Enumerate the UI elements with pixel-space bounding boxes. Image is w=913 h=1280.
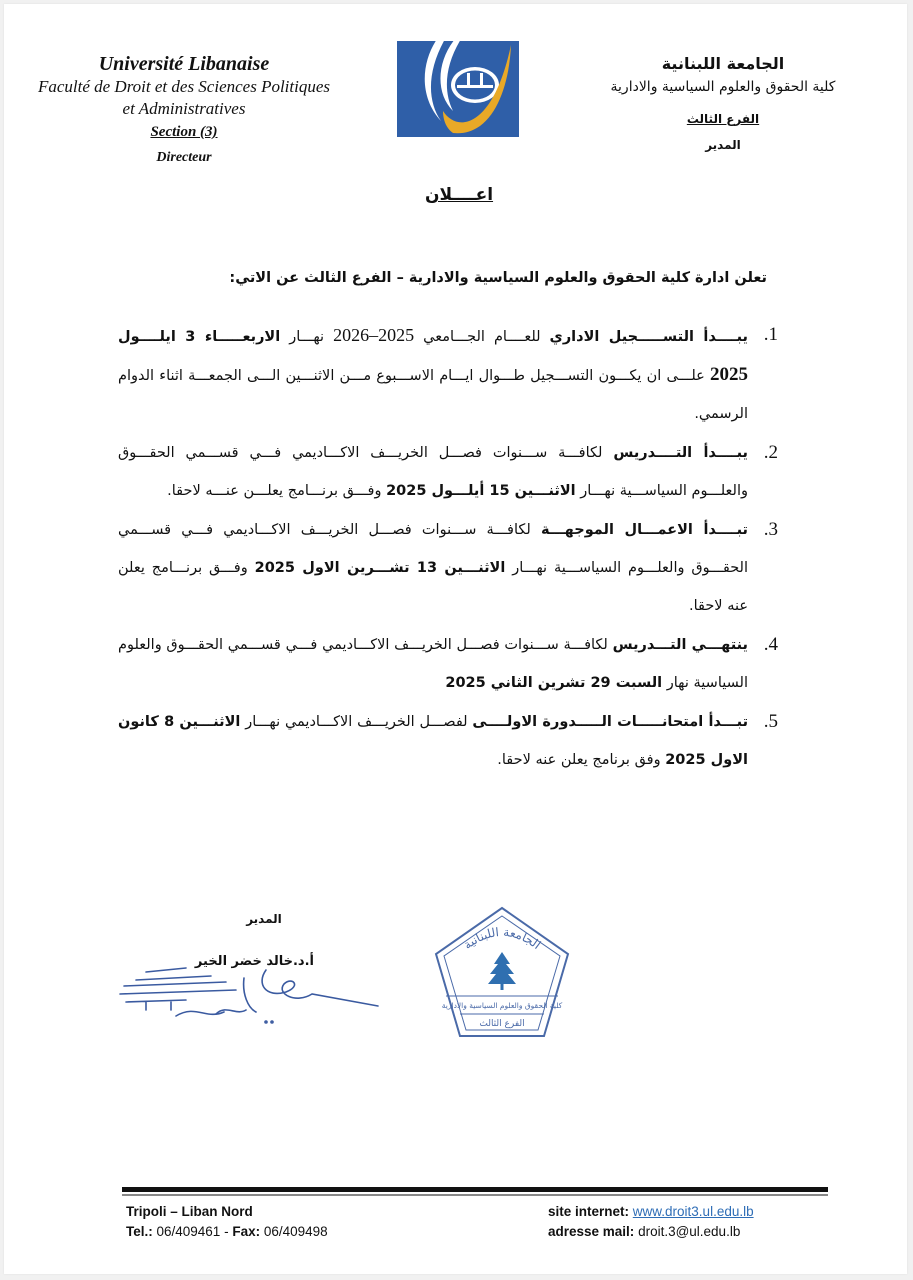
cedar-tree-icon bbox=[488, 952, 516, 990]
item-text: وفـــق برنـــامج يعلن عنه لاحقا. bbox=[118, 560, 748, 614]
item-text: علـــى ان يكـــون التســـجيل طـــوال ايـــام الاســـبوع مـــن الاثنـــين الـــى الجمعـــة اثناء الدوام الرسمي. bbox=[118, 368, 748, 422]
list-item bbox=[118, 511, 778, 625]
list-item bbox=[118, 316, 778, 433]
section-label-fr: Section (3) bbox=[150, 124, 218, 140]
faculty-name-fr-line1: Faculté de Droit et des Sciences Politiques bbox=[37, 77, 331, 96]
footer-city: Tripoli – Liban Nord bbox=[126, 1204, 253, 1219]
item-text: نهـــار bbox=[280, 329, 334, 345]
item-heading: ينتهـــي التـــدريس bbox=[612, 637, 748, 653]
footer-contact bbox=[126, 1202, 328, 1242]
website-link[interactable]: www.droit3.ul.edu.lb bbox=[632, 1204, 754, 1219]
item-number: 2. bbox=[763, 442, 778, 463]
footer-rule-thin bbox=[122, 1194, 828, 1196]
logo-pillar-2 bbox=[480, 73, 483, 87]
document-page bbox=[4, 4, 907, 1274]
item-date: الاربعـــــاء 3 ايلــــول bbox=[118, 329, 281, 345]
signature-stroke bbox=[176, 1011, 224, 1016]
director-label-ar: المدير bbox=[705, 138, 741, 152]
footer-web bbox=[548, 1202, 754, 1242]
site-label: site internet: bbox=[548, 1204, 630, 1219]
announcement-title: اعــــلان bbox=[424, 185, 494, 205]
announcement-intro: تعلن ادارة كلية الحقوق والعلوم السياسية والادارية – الفرع الثالث عن الاتي: bbox=[229, 270, 767, 286]
item-date: الاثنـــين 8 كانون الاول 2025 bbox=[118, 714, 748, 768]
academic-year: 2025–2026 bbox=[333, 325, 415, 345]
fax-label: Fax: bbox=[232, 1224, 261, 1239]
signatory-title: المدير bbox=[246, 912, 282, 926]
item-heading: يبــــدأ التســـــجيل الاداري bbox=[549, 329, 748, 345]
item-heading: تبـــدأ امتحانـــــات الـــــدورة الاولــــى bbox=[472, 714, 749, 730]
signature-stroke bbox=[262, 970, 378, 1006]
signature-stroke bbox=[120, 968, 236, 994]
announcement-list bbox=[118, 316, 778, 780]
item-text: وفق برنامج يعلن عنه لاحقا. bbox=[497, 752, 666, 768]
item-date-year: 2025 bbox=[710, 364, 748, 385]
item-text: وفـــق برنـــامج يعلـــن عنـــه لاحقا. bbox=[167, 483, 387, 499]
list-item bbox=[118, 434, 778, 510]
item-date: السبت 29 تشرين الثاني 2025 bbox=[445, 675, 663, 691]
signature-dot bbox=[265, 1021, 267, 1023]
list-item bbox=[118, 703, 778, 779]
item-text: لفصـــل الخريـــف الاكـــاديمي نهـــار bbox=[240, 714, 473, 730]
stamp-middle-text: كلية الحقوق والعلوم السياسية والادارية bbox=[441, 1001, 563, 1010]
item-heading: تبــــدأ الاعمـــال الموجهـــة bbox=[541, 522, 748, 538]
branch-label-ar: الفرع الثالث bbox=[686, 112, 760, 126]
item-number: 3. bbox=[763, 519, 778, 540]
signatory-name: أ.د.خالد خضر الخير bbox=[194, 954, 314, 969]
logo-bar bbox=[457, 85, 493, 88]
stamp-bottom-text: الفرع الثالث bbox=[479, 1019, 525, 1029]
header-french bbox=[4, 52, 364, 166]
item-text: للعــــام الجـــامعي bbox=[414, 329, 550, 345]
mail-label: adresse mail: bbox=[548, 1224, 635, 1239]
item-heading: يبــــدأ التــــدريس bbox=[613, 445, 748, 461]
handwritten-signature-icon bbox=[116, 964, 381, 1026]
university-logo-icon bbox=[397, 41, 519, 137]
tel-number: 06/409461 - bbox=[152, 1224, 233, 1239]
tel-label: Tel.: bbox=[126, 1224, 153, 1239]
official-stamp-icon bbox=[432, 904, 572, 1044]
signature-stroke bbox=[216, 978, 256, 1014]
item-text: لكافـــة ســـنوات فصـــل الخريـــف الاكـــاديمي فـــي قســـمي الحقـــوق والعلـــوم السياســـية نهـــار bbox=[118, 522, 749, 576]
item-date: الاثنـــين 15 أيلـــول 2025 bbox=[386, 483, 576, 499]
item-text: لكافـــة ســـنوات فصـــل الخريـــف الاكـــاديمي فـــي قســـمي الحقـــوق والعلوم السياسية نهار bbox=[118, 637, 748, 691]
list-item bbox=[118, 626, 778, 702]
signature-stroke bbox=[126, 1000, 186, 1010]
fax-number: 06/409498 bbox=[260, 1224, 328, 1239]
item-number: 5. bbox=[763, 711, 778, 732]
item-number: 4. bbox=[763, 634, 778, 655]
university-name-fr: Université Libanaise bbox=[98, 53, 270, 75]
director-label-fr: Directeur bbox=[156, 150, 212, 165]
item-number: 1. bbox=[763, 324, 778, 345]
email-address: droit.3@ul.edu.lb bbox=[634, 1224, 741, 1239]
footer-rule-thick bbox=[122, 1187, 828, 1192]
faculty-name-fr-line2: et Administratives bbox=[122, 99, 246, 118]
signature-dot bbox=[271, 1021, 273, 1023]
faculty-name-ar: كلية الحقوق والعلوم السياسية والادارية bbox=[610, 79, 836, 95]
item-date: الاثنـــين 13 تشـــرين الاول 2025 bbox=[254, 560, 506, 576]
logo-pillar-1 bbox=[467, 73, 470, 87]
header-arabic bbox=[573, 52, 873, 152]
university-name-ar: الجامعة اللبنانية bbox=[661, 54, 785, 73]
stamp-top-text: الجامعة اللبنانية bbox=[460, 924, 544, 953]
item-text: لكافـــة ســـنوات فصـــل الخريـــف الاكـــاديمي فـــي قســـمي الحقـــوق والعلـــوم السياســـية نهـــار bbox=[118, 445, 748, 499]
